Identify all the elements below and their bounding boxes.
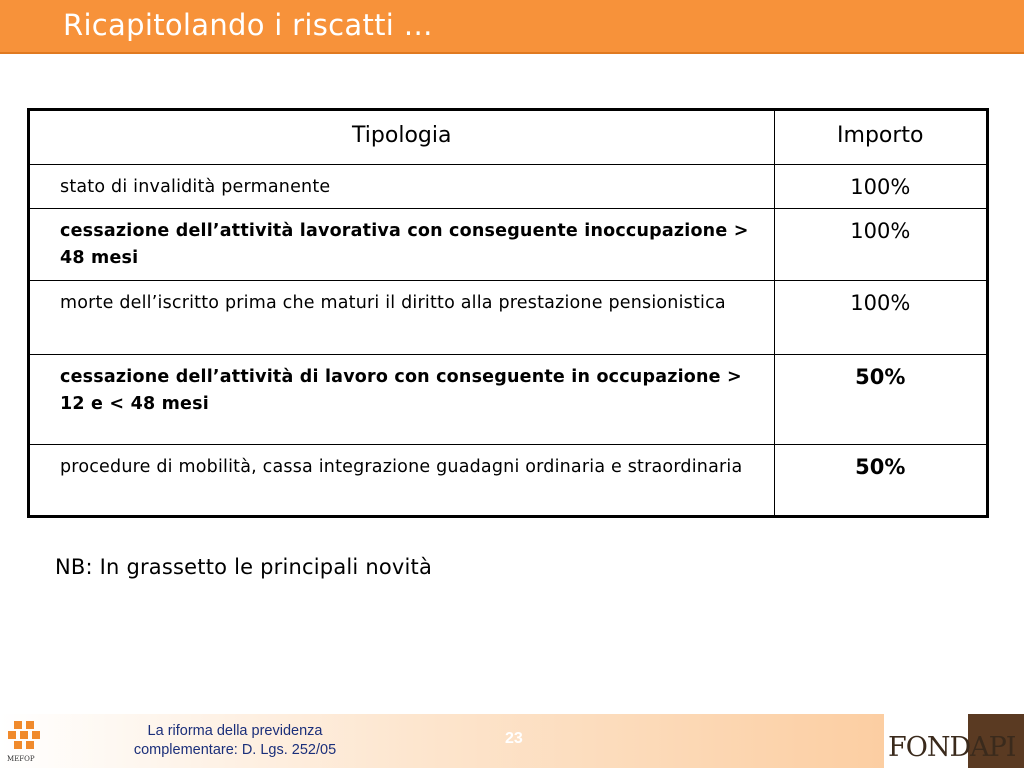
column-header-importo: Importo xyxy=(774,110,987,165)
importo-cell: 50% xyxy=(774,445,987,517)
note-text: NB: In grassetto le principali novità xyxy=(55,555,433,579)
footer-caption-line: complementare: D. Lgs. 252/05 xyxy=(133,742,337,758)
fondapi-logo-text: FONDAPI xyxy=(888,732,1016,763)
tipologia-cell: cessazione dell’attività lavorativa con conseguente inoccupazione > 48 mesi xyxy=(29,209,775,281)
footer-caption xyxy=(90,722,380,760)
riscatti-table xyxy=(27,108,989,518)
importo-cell: 100% xyxy=(774,281,987,355)
importo-cell: 100% xyxy=(774,165,987,209)
tipologia-cell: morte dell’iscritto prima che maturi il diritto alla prestazione pensionistica xyxy=(29,281,775,355)
table-row xyxy=(29,355,988,445)
table-row xyxy=(29,209,988,281)
tipologia-cell: procedure di mobilità, cassa integrazione guadagni ordinaria e straordinaria xyxy=(29,445,775,517)
footer xyxy=(0,714,1024,768)
page-number: 23 xyxy=(505,730,523,747)
column-header-tipologia: Tipologia xyxy=(29,110,775,165)
table-header-row xyxy=(29,110,988,165)
footer-caption-line: La riforma della previdenza xyxy=(147,723,323,739)
mefop-logo xyxy=(5,718,47,766)
mefop-logo-label: MEFOP xyxy=(7,755,35,763)
importo-cell: 100% xyxy=(774,209,987,281)
fondapi-logo xyxy=(884,714,1024,768)
tipologia-cell: stato di invalidità permanente xyxy=(29,165,775,209)
page-title: Ricapitolando i riscatti … xyxy=(63,8,433,42)
table-row xyxy=(29,445,988,517)
importo-cell: 50% xyxy=(774,355,987,445)
tipologia-cell: cessazione dell’attività di lavoro con conseguente in occupazione > 12 e < 48 mesi xyxy=(29,355,775,445)
title-bar xyxy=(0,0,1024,54)
table-row xyxy=(29,281,988,355)
mefop-logo-icon xyxy=(5,718,47,766)
table-row xyxy=(29,165,988,209)
